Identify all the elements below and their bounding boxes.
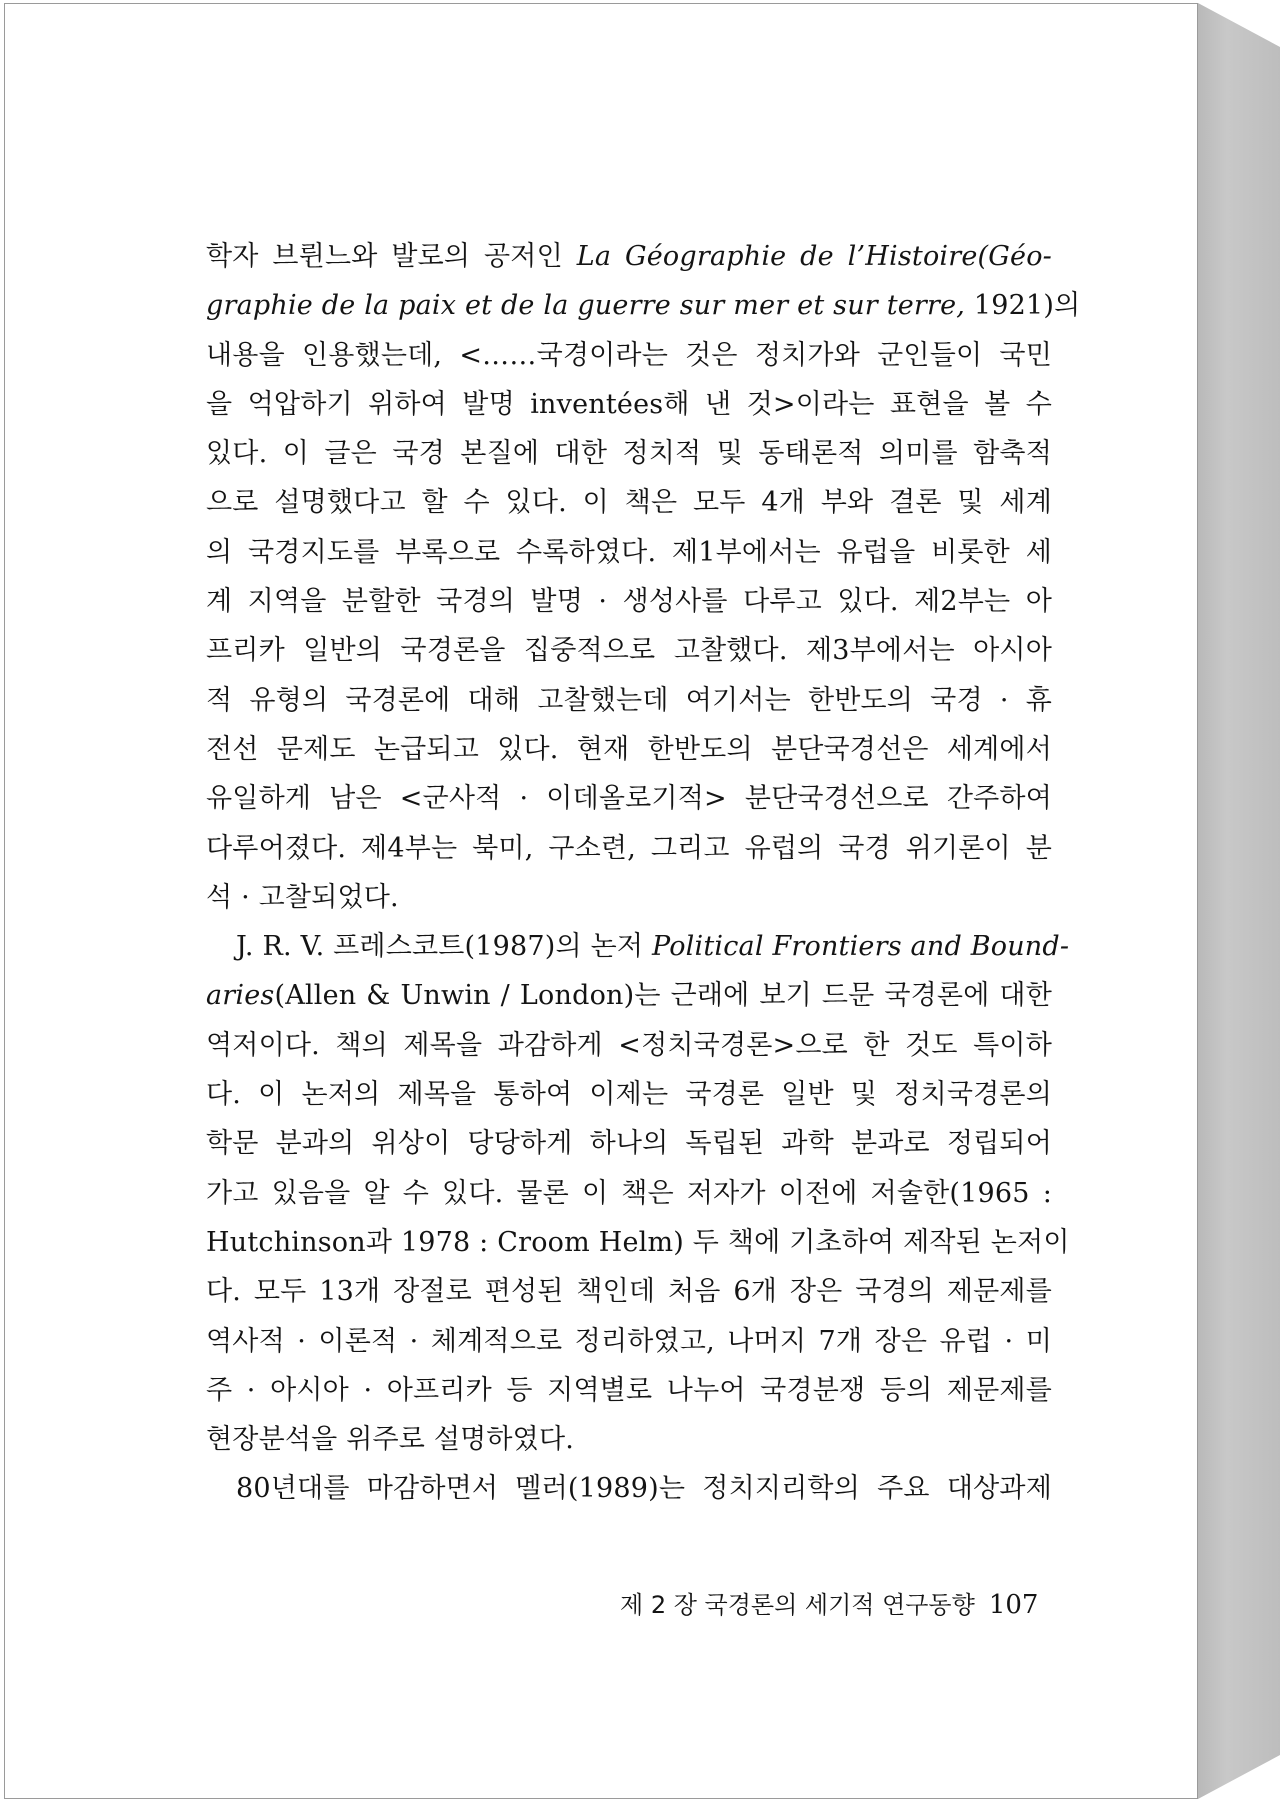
- text-run: 다. 모두 13개 장절로 편성된 책인데 처음 6개 장은 국경의 제문제를: [206, 1276, 1052, 1308]
- text-line: [206, 676, 1052, 725]
- text-run: J. R. V. 프레스코트(1987)의 논저: [236, 931, 652, 963]
- text-run: 현장분석을 위주로 설명하였다.: [206, 1424, 575, 1456]
- text-line: [206, 1366, 1052, 1415]
- text-line: [206, 1169, 1052, 1218]
- text-line: [206, 1464, 1052, 1513]
- text-run: 을 억압하기 위하여 발명 inventées해 낸 것>이라는 표현을 볼 수: [206, 388, 1052, 420]
- text-run: 가고 있음을 알 수 있다. 물론 이 책은 저자가 이전에 저술한(1965 :: [206, 1177, 1052, 1209]
- italic-title-text: graphie de la paix et de la guerre sur mer et sur terre,: [206, 290, 966, 322]
- text-run: 다루어졌다. 제4부는 북미, 구소련, 그리고 유럽의 국경 위기론이 분: [206, 832, 1052, 864]
- book-page-edge: [1198, 3, 1280, 1799]
- text-run: 석 · 고찰되었다.: [206, 881, 399, 913]
- page-number: 107: [988, 1590, 1039, 1620]
- text-run: (Allen & Unwin / London)는 근래에 보기 드문 국경론에 대한: [274, 980, 1052, 1012]
- text-run: 으로 설명했다고 할 수 있다. 이 책은 모두 4개 부와 결론 및 세계: [206, 487, 1052, 519]
- text-run: 학자 브륀느와 발로의 공저인: [206, 241, 577, 272]
- text-line: [206, 626, 1052, 675]
- running-head: 제 2 장 국경론의 세기적 연구동향: [620, 1591, 975, 1619]
- book-edge-bottom-bevel: [1198, 1755, 1280, 1799]
- italic-title-text: La Géographie de l’Histoire(Géo-: [576, 241, 1052, 272]
- text-line: [206, 281, 1081, 330]
- text-line: [206, 1415, 1052, 1464]
- text-run: 있다. 이 글은 국경 본질에 대한 정치적 및 동태론적 의미를 함축적: [206, 438, 1052, 470]
- text-run: 역저이다. 책의 제목을 과감하게 <정치국경론>으로 한 것도 특이하: [206, 1029, 1052, 1061]
- text-line: [206, 1267, 1052, 1316]
- text-run: 계 지역을 분할한 국경의 발명 · 생성사를 다루고 있다. 제2부는 아: [206, 586, 1052, 618]
- text-run: 주 · 아시아 · 아프리카 등 지역별로 나누어 국경분쟁 등의 제문제를: [206, 1374, 1052, 1406]
- text-line: [206, 1218, 1070, 1267]
- text-line: [206, 331, 1052, 380]
- text-line: [206, 971, 1052, 1020]
- body-text: [206, 232, 1081, 1514]
- text-line: [206, 232, 1052, 281]
- text-run: 의 국경지도를 부록으로 수록하였다. 제1부에서는 유럽을 비롯한 세: [206, 536, 1052, 568]
- text-line: [206, 824, 1052, 873]
- text-run: 내용을 인용했는데, <……국경이라는 것은 정치가와 군인들이 국민: [206, 339, 1052, 371]
- text-run: 전선 문제도 논급되고 있다. 현재 한반도의 분단국경선은 세계에서: [206, 733, 1052, 765]
- text-line: [206, 429, 1052, 478]
- text-run: 적 유형의 국경론에 대해 고찰했는데 여기서는 한반도의 국경 · 휴: [206, 684, 1052, 716]
- text-line: [206, 725, 1052, 774]
- book-edge-top-bevel: [1198, 3, 1280, 47]
- text-line: [206, 922, 1070, 971]
- text-run: Hutchinson과 1978 : Croom Helm) 두 책에 기초하여 제작된 논저이: [206, 1226, 1070, 1258]
- text-run: 역사적 · 이론적 · 체계적으로 정리하였고, 나머지 7개 장은 유럽 · 미: [206, 1325, 1052, 1357]
- text-run: 학문 분과의 위상이 당당하게 하나의 독립된 과학 분과로 정립되어: [206, 1128, 1052, 1160]
- text-line: [206, 380, 1052, 429]
- text-line: [206, 577, 1052, 626]
- text-line: [206, 528, 1052, 577]
- italic-title-text: Political Frontiers and Bound-: [651, 931, 1070, 963]
- text-run: 80년대를 마감하면서 멜러(1989)는 정치지리학의 주요 대상과제: [236, 1473, 1052, 1505]
- text-line: [206, 1119, 1052, 1168]
- text-line: [206, 1317, 1052, 1366]
- italic-title-text: aries: [206, 980, 275, 1012]
- text-run: 1921)의: [965, 290, 1081, 322]
- text-line: [206, 873, 1052, 922]
- text-run: 유일하게 남은 <군사적 · 이데올로기적> 분단국경선으로 간주하여: [206, 783, 1052, 815]
- text-run: 프리카 일반의 국경론을 집중적으로 고찰했다. 제3부에서는 아시아: [206, 635, 1052, 667]
- text-line: [206, 774, 1052, 823]
- text-line: [206, 1021, 1052, 1070]
- page-footer: [620, 1585, 1039, 1620]
- text-line: [206, 478, 1052, 527]
- text-line: [206, 1070, 1052, 1119]
- text-run: 다. 이 논저의 제목을 통하여 이제는 국경론 일반 및 정치국경론의: [206, 1079, 1052, 1111]
